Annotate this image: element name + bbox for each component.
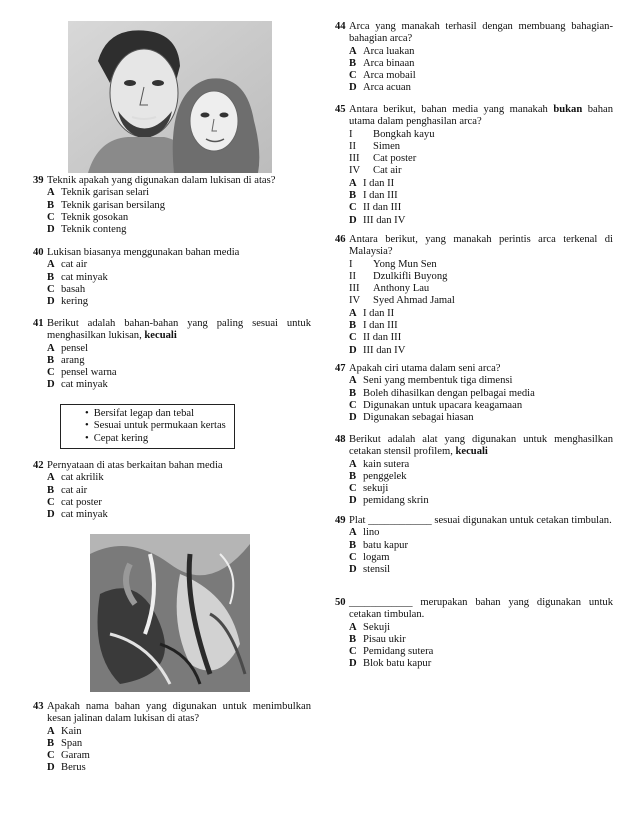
question-46 <box>335 234 613 357</box>
statement-item: • Bersifat legap dan tebal <box>85 408 226 420</box>
option-b[interactable]: B Boleh dihasilkan dengan pelbagai media <box>349 387 535 399</box>
question-number: 50 <box>335 597 346 608</box>
question-text: Antara berikut, yang manakah perintis arca terkenal di Malaysia? <box>349 234 613 258</box>
question-text: Berikut adalah bahan-bahan yang paling sesuai untuk menghasilkan lukisan, kecuali <box>47 318 311 342</box>
option-c[interactable]: C II dan III <box>349 202 402 214</box>
option-d[interactable]: D cat minyak <box>47 379 108 391</box>
statement-ii: II Simen <box>349 140 401 152</box>
option-c[interactable]: C pensel warna <box>47 367 117 379</box>
question-43 <box>33 701 311 775</box>
option-b[interactable]: B cat air <box>47 484 88 496</box>
statement-iii: III Cat poster <box>349 153 417 165</box>
option-a[interactable]: A cat air <box>47 259 88 271</box>
keyword-negation: bukan <box>553 104 583 115</box>
option-b[interactable]: B cat minyak <box>47 271 108 283</box>
question-48 <box>335 434 613 508</box>
question-50 <box>335 597 613 671</box>
option-b[interactable]: B penggelek <box>349 470 407 482</box>
textured-painting <box>90 534 250 692</box>
option-c[interactable]: C Teknik gosokan <box>47 211 129 223</box>
question-45 <box>335 104 613 227</box>
option-b[interactable]: B batu kapur <box>349 539 409 551</box>
option-c[interactable]: C logam <box>349 551 390 563</box>
statement-ii: II Dzulkifli Buyong <box>349 270 448 282</box>
option-d[interactable]: D cat minyak <box>47 509 108 521</box>
question-text: Teknik apakah yang digunakan dalam lukisan di atas? <box>47 175 276 186</box>
keyword-exception: kecuali <box>144 330 177 342</box>
option-d[interactable]: D Berus <box>47 762 86 774</box>
option-d[interactable]: D Digunakan sebagai hiasan <box>349 412 474 424</box>
option-d[interactable]: D Teknik conteng <box>47 224 127 236</box>
question-number: 39 <box>33 175 44 186</box>
option-c[interactable]: C Arca mobail <box>349 70 416 82</box>
option-d[interactable]: D pemidang skrin <box>349 495 429 507</box>
option-d[interactable]: D III dan IV <box>349 214 406 226</box>
question-40 <box>33 247 311 308</box>
question-number: 46 <box>335 234 346 245</box>
option-d[interactable]: D stensil <box>349 564 391 576</box>
option-d[interactable]: D kering <box>47 296 89 308</box>
pencil-portrait-drawing <box>68 21 272 173</box>
statement-iv: IV Syed Ahmad Jamal <box>349 295 455 307</box>
option-c[interactable]: C Pemidang sutera <box>349 646 434 658</box>
question-text: Lukisan biasanya menggunakan bahan media <box>47 247 240 258</box>
option-a[interactable]: A Sekuji <box>349 621 391 633</box>
question-39 <box>33 175 311 236</box>
statement-box <box>60 404 235 449</box>
statement-item: • Cepat kering <box>85 433 226 445</box>
option-b[interactable]: B Pisau ukir <box>349 633 406 645</box>
question-number: 45 <box>335 104 346 115</box>
option-c[interactable]: C II dan III <box>349 332 402 344</box>
option-a[interactable]: A lino <box>349 527 380 539</box>
question-number: 42 <box>33 460 44 471</box>
option-a[interactable]: A Seni yang membentuk tiga dimensi <box>349 375 513 387</box>
option-d[interactable]: D Arca acuan <box>349 82 411 94</box>
question-text: Plat ____________ sesuai digunakan untuk cetakan timbulan. <box>349 515 612 526</box>
option-d[interactable]: D Blok batu kapur <box>349 658 432 670</box>
statement-iv: IV Cat air <box>349 165 402 177</box>
question-49 <box>335 515 613 576</box>
question-42 <box>33 460 311 521</box>
question-text: Arca yang manakah terhasil dengan membuang bahagian-bahagian arca? <box>349 21 613 45</box>
question-number: 47 <box>335 363 346 374</box>
question-text: Berikut adalah alat yang digunakan untuk menghasilkan cetakan stensil profilem, kecuali <box>349 434 613 458</box>
statement-i: I Yong Mun Sen <box>349 258 437 270</box>
question-number: 44 <box>335 21 346 32</box>
statement-item: • Sesuai untuk permukaan kertas <box>85 420 226 432</box>
option-c[interactable]: C cat poster <box>47 496 102 508</box>
option-a[interactable]: A pensel <box>47 342 89 354</box>
question-text: Apakah ciri utama dalam seni arca? <box>349 363 501 374</box>
option-b[interactable]: B I dan III <box>349 190 398 202</box>
option-d[interactable]: D III dan IV <box>349 344 406 356</box>
option-c[interactable]: C Digunakan untuk upacara keagamaan <box>349 399 523 411</box>
option-c[interactable]: C Garam <box>47 750 90 762</box>
question-number: 49 <box>335 515 346 526</box>
question-text: ____________ merupakan bahan yang digunakan untuk cetakan timbulan. <box>349 597 613 621</box>
question-text: Antara berikut, bahan media yang manakah bukan bahan utama dalam penghasilan arca? <box>349 104 613 128</box>
option-a[interactable]: A I dan II <box>349 177 395 189</box>
option-a[interactable]: A Teknik garisan selari <box>47 187 150 199</box>
option-a[interactable]: A cat akrilik <box>47 472 104 484</box>
option-c[interactable]: C basah <box>47 283 86 295</box>
question-41 <box>33 318 311 392</box>
option-b[interactable]: B Arca binaan <box>349 57 415 69</box>
question-number: 43 <box>33 701 44 712</box>
option-b[interactable]: B Span <box>47 737 83 749</box>
option-b[interactable]: B Teknik garisan bersilang <box>47 199 165 211</box>
question-47 <box>335 363 613 424</box>
question-text: Pernyataan di atas berkaitan bahan media <box>47 460 223 471</box>
question-number: 40 <box>33 247 44 258</box>
option-b[interactable]: B I dan III <box>349 320 398 332</box>
option-b[interactable]: B arang <box>47 354 85 366</box>
statement-iii: III Anthony Lau <box>349 283 430 295</box>
option-a[interactable]: A I dan II <box>349 307 395 319</box>
option-a[interactable]: A kain sutera <box>349 458 410 470</box>
keyword-exception: kecuali <box>455 446 488 458</box>
question-text: Apakah nama bahan yang digunakan untuk menimbulkan kesan jalinan dalam lukisan di atas? <box>47 701 311 725</box>
option-a[interactable]: A Arca luakan <box>349 45 415 57</box>
option-c[interactable]: C sekuji <box>349 483 389 495</box>
statement-i: I Bongkah kayu <box>349 128 435 140</box>
question-number: 48 <box>335 434 346 445</box>
option-a[interactable]: A Kain <box>47 725 82 737</box>
question-number: 41 <box>33 318 44 329</box>
question-44 <box>335 21 613 95</box>
